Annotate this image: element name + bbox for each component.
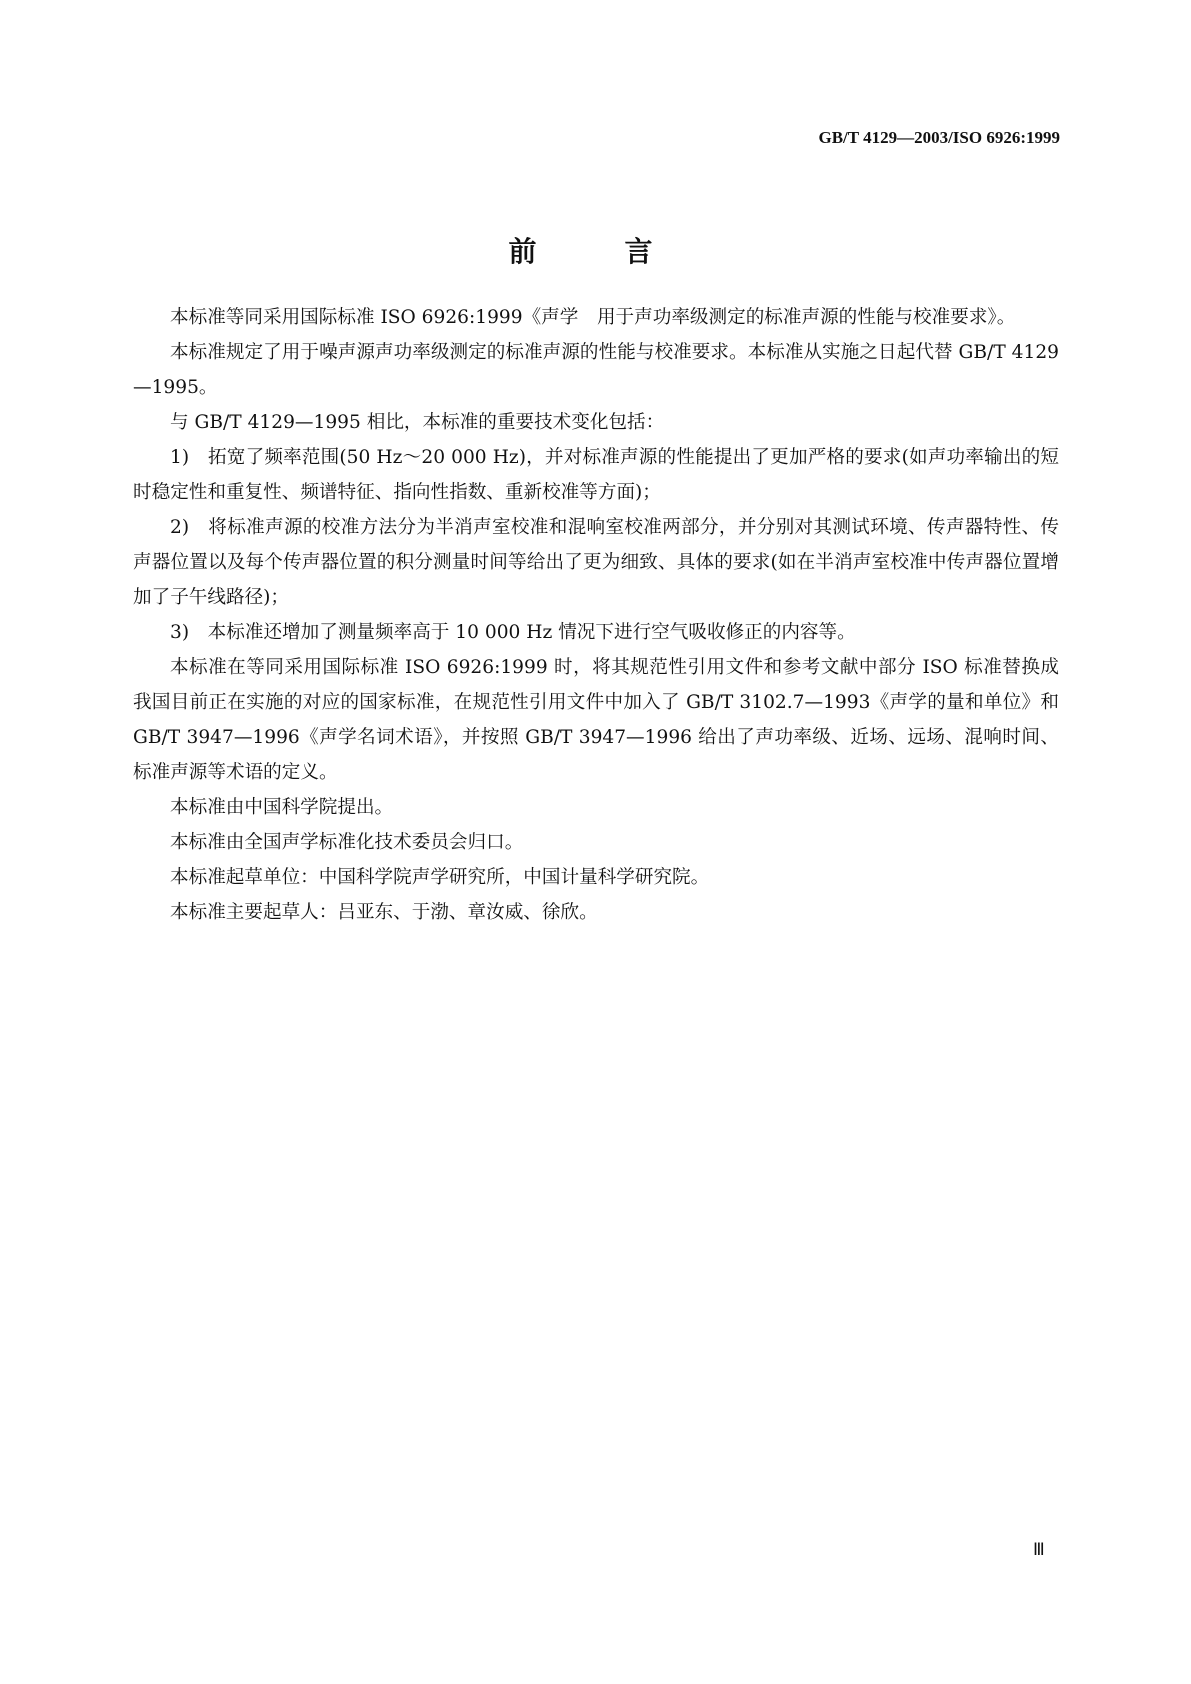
foreword-body: [133, 300, 1059, 930]
paragraph: 本标准规定了用于噪声源声功率级测定的标准声源的性能与校准要求。本标准从实施之日起代替 GB/T 4129—1995。: [133, 342, 1059, 398]
standard-number-header: GB/T 4129—2003/ISO 6926:1999: [818, 128, 1060, 147]
paragraph: 本标准由全国声学标准化技术委员会归口。: [170, 832, 524, 853]
list-item: 3) 本标准还增加了测量频率高于 10 000 Hz 情况下进行空气吸收修正的内容等。: [170, 622, 856, 643]
paragraph: 本标准主要起草人：吕亚东、于渤、章汝威、徐欣。: [170, 902, 598, 923]
page-title: 前 言: [508, 235, 683, 268]
list-item: 2) 将标准声源的校准方法分为半消声室校准和混响室校准两部分，并分别对其测试环境、传声器特性、传声器位置以及每个传声器位置的积分测量时间等给出了更为细致、具体的要求(如在半消声室校准中传声器位置增加了子午线路径)；: [133, 517, 1059, 608]
paragraph: 本标准由中国科学院提出。: [170, 797, 394, 818]
page-number: Ⅲ: [1033, 1540, 1045, 1559]
paragraph: 本标准在等同采用国际标准 ISO 6926:1999 时，将其规范性引用文件和参考文献中部分 ISO 标准替换成我国目前正在实施的对应的国家标准，在规范性引用文件中加入了 GB/T 3102.7—1993《声学的量和单位》和 GB/T 3947—1996《声学名词术语》，并按照 GB/T 3947—1996 给出了声功率级、近场、远场、混响时间、标准声源等术语的定义。: [133, 657, 1059, 783]
paragraph: 本标准起草单位：中国科学院声学研究所，中国计量科学研究院。: [170, 867, 710, 888]
paragraph: 与 GB/T 4129—1995 相比，本标准的重要技术变化包括：: [170, 412, 665, 433]
paragraph: 本标准等同采用国际标准 ISO 6926:1999《声学 用于声功率级测定的标准声源的性能与校准要求》。: [170, 307, 1016, 328]
list-item: 1) 拓宽了频率范围(50 Hz～20 000 Hz)，并对标准声源的性能提出了更加严格的要求(如声功率输出的短时稳定性和重复性、频谱特征、指向性指数、重新校准等方面)；: [133, 447, 1059, 503]
